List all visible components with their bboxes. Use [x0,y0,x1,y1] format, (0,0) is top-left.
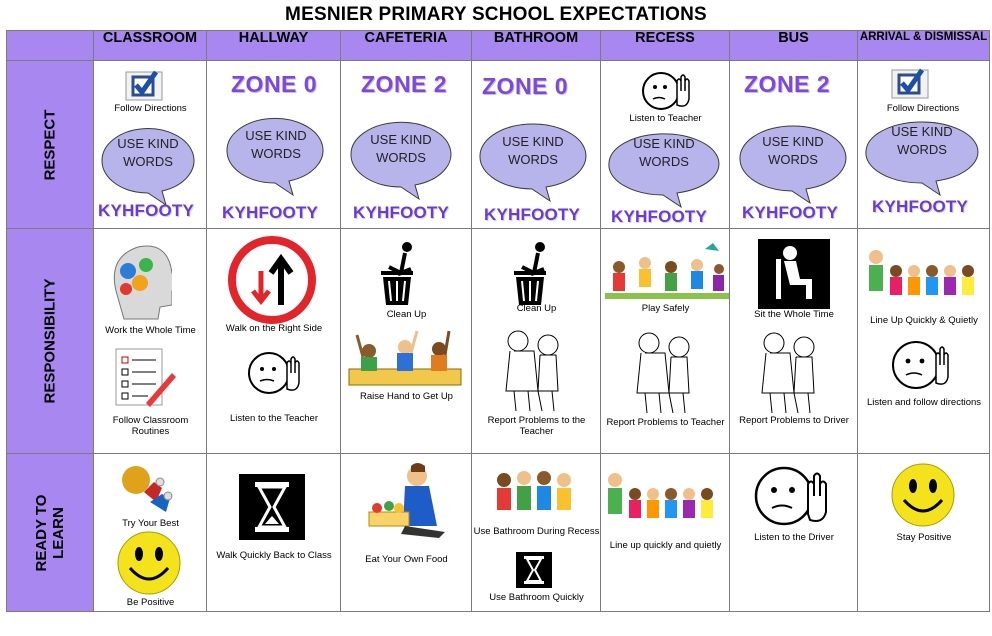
kids-line-up-icon [864,237,984,312]
cell-responsibility-cafeteria [341,229,472,454]
cell-responsibility-recess [601,229,730,454]
caption-sit-whole-time: Sit the Whole Time [754,309,834,320]
speech-bubble-icon: USE KIND WORDS [734,121,852,205]
kids-group-icon [492,466,582,521]
caption-raise-hand: Raise Hand to Get Up [360,391,453,402]
cell-respect-hallway [207,61,341,229]
kyhfooty-text: KYHFOOTY [353,203,450,222]
sit-icon [758,239,830,314]
kyhfooty-text: KYHFOOTY [98,201,195,220]
zone-label: ZONE 0 [231,71,318,97]
caption-report-problems: Report Problems to Teacher [606,417,725,428]
zone-label: ZONE 2 [361,71,448,97]
caption-eat-own-food: Eat Your Own Food [365,554,448,565]
checklist-icon [112,345,178,412]
caption-try-best: Try Your Best [122,518,179,529]
column-header-bus: BUS [730,31,858,61]
speech-bubble-icon: USE KIND WORDS [96,123,200,207]
page-title: MESNIER PRIMARY SCHOOL EXPECTATIONS [285,4,707,25]
column-header-hallway: HALLWAY [207,31,341,61]
cell-respect-classroom [94,61,207,229]
caption-follow-routines: Follow Classroom Routines [112,415,189,437]
climbing-figures-icon [114,462,178,521]
column-header-cafeteria: CAFETERIA [341,31,472,61]
speech-bubble-icon: USE KIND WORDS [345,117,457,201]
row-header-respect: RESPECT [7,61,94,229]
trash-can-icon [375,241,425,312]
speech-bubble-icon: USE KIND WORDS [603,127,725,211]
row-header-responsibility: RESPONSIBILITY [7,229,94,454]
listening-face-icon [641,67,691,118]
cell-responsibility-hallway [207,229,341,454]
two-people-talking-icon [629,329,699,420]
raise-hand-icon [347,327,465,394]
smiley-icon [890,462,956,533]
caption-listen-follow: Listen and follow directions [866,397,982,408]
cell-ready-classroom [94,454,207,612]
listening-face-icon [890,337,954,398]
cell-ready-recess [601,454,730,612]
caption-follow-directions: Follow Directions [114,103,187,114]
listening-face-icon [247,347,303,402]
caption-stay-positive: Stay Positive [896,532,952,543]
hourglass-icon [516,552,552,593]
kids-playing-icon [605,243,729,306]
eating-child-icon [365,462,447,547]
row-header-ready-to-learn: READY TO LEARN [7,454,94,612]
speech-bubble-icon: USE KIND WORDS [474,119,592,203]
cell-ready-bus [730,454,858,612]
kyhfooty-text: KYHFOOTY [222,203,319,222]
brain-gears-icon [106,241,172,326]
cell-responsibility-bus [730,229,858,454]
caption-listen-driver: Listen to the Driver [754,532,834,543]
cell-responsibility-bathroom [472,229,601,454]
caption-follow-directions: Follow Directions [886,103,960,114]
speech-bubble-icon: USE KIND WORDS [860,115,984,199]
caption-walk-right: Walk on the Right Side [225,323,323,334]
two-people-talking-icon [498,327,568,418]
expectations-matrix [6,30,990,612]
column-header-arrival-dismissal: ARRIVAL & DISMISSAL [858,31,990,61]
caption-report-to-driver: Report Problems to Driver [739,415,849,426]
cell-ready-arrival [858,454,990,612]
cell-ready-hallway [207,454,341,612]
trash-can-icon [508,241,558,312]
corner-cell [7,31,94,61]
column-header-classroom: CLASSROOM [94,31,207,61]
zone-label: ZONE 2 [744,71,831,97]
walk-right-sign-icon [227,235,317,330]
cell-respect-arrival [858,61,990,229]
caption-listen-teacher: Listen to the Teacher [229,413,319,424]
caption-be-positive: Be Positive [126,597,175,608]
column-header-recess: RECESS [601,31,730,61]
hourglass-icon [239,474,305,545]
cell-responsibility-arrival [858,229,990,454]
cell-responsibility-classroom [94,229,207,454]
caption-line-up-quietly: Line up quickly and quietly [609,540,722,551]
cell-respect-cafeteria [341,61,472,229]
cell-ready-bathroom [472,454,601,612]
speech-bubble-icon: USE KIND WORDS [221,113,331,197]
caption-bathroom-quickly: Use Bathroom Quickly [489,592,584,603]
cell-respect-bathroom [472,61,601,229]
caption-bathroom-recess: Use Bathroom During Recess [473,526,600,537]
cell-ready-cafeteria [341,454,472,612]
caption-report-problems: Report Problems to the Teacher [487,415,586,437]
kyhfooty-text: KYHFOOTY [484,205,581,224]
caption-listen-to-teacher: Listen to Teacher [629,113,702,124]
kids-line-up-icon [605,460,727,535]
caption-clean-up: Clean Up [516,303,557,314]
caption-play-safely: Play Safely [641,303,690,314]
listening-face-icon [752,462,832,533]
checkbox-icon [890,67,932,106]
caption-work-whole-time: Work the Whole Time [105,325,196,336]
cell-respect-recess [601,61,730,229]
cell-respect-bus [730,61,858,229]
caption-clean-up: Clean Up [386,309,427,320]
kyhfooty-text: KYHFOOTY [742,203,839,222]
column-header-bathroom: BATHROOM [472,31,601,61]
two-people-talking-icon [754,329,824,418]
caption-walk-back: Walk Quickly Back to Class [216,550,332,561]
caption-line-up: Line Up Quickly & Quietly [870,315,978,326]
kyhfooty-text: KYHFOOTY [611,207,708,226]
kyhfooty-text: KYHFOOTY [872,197,969,216]
smiley-icon [116,530,182,601]
zone-label: ZONE 0 [482,73,569,99]
